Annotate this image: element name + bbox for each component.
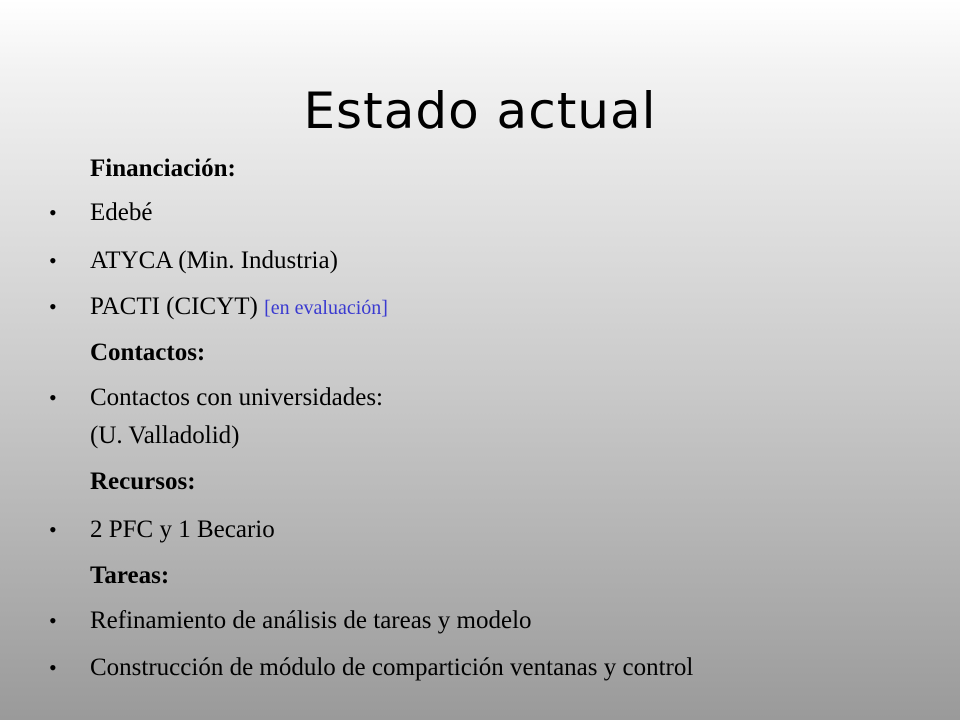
item-text: 2 PFC y 1 Becario (90, 516, 275, 543)
section-heading-recursos: Recursos: (90, 468, 196, 495)
item-text: PACTI (CICYT) (90, 293, 265, 320)
section-heading-financiacion: Financiación: (90, 155, 236, 182)
item-text: ATYCA (Min. Industria) (90, 247, 338, 274)
item-continuation: (U. Valladolid) (90, 422, 240, 449)
list-item (49, 606, 532, 635)
bullet-icon: • (49, 248, 57, 273)
item-text: Construcción de módulo de compartición ventanas y control (90, 654, 694, 681)
list-item (49, 515, 275, 544)
item-text: Contactos con universidades: (90, 384, 383, 411)
slide-title: Estado actual (303, 82, 657, 140)
section-heading-tareas: Tareas: (90, 562, 170, 589)
bullet-icon: • (49, 385, 57, 410)
list-item (49, 246, 338, 275)
bullet-icon: • (49, 294, 57, 319)
bullet-icon: • (49, 517, 57, 542)
list-item (49, 653, 694, 682)
bullet-icon: • (49, 200, 57, 225)
bullet-icon: • (49, 655, 57, 680)
item-text: Edebé (90, 199, 153, 226)
list-item (49, 383, 383, 412)
section-heading-contactos: Contactos: (90, 339, 206, 366)
item-text: Refinamiento de análisis de tareas y modelo (90, 607, 532, 634)
bullet-icon: • (49, 608, 57, 633)
list-item (49, 292, 388, 323)
evaluation-note: [en evaluación] (264, 297, 388, 319)
list-item (49, 198, 153, 227)
